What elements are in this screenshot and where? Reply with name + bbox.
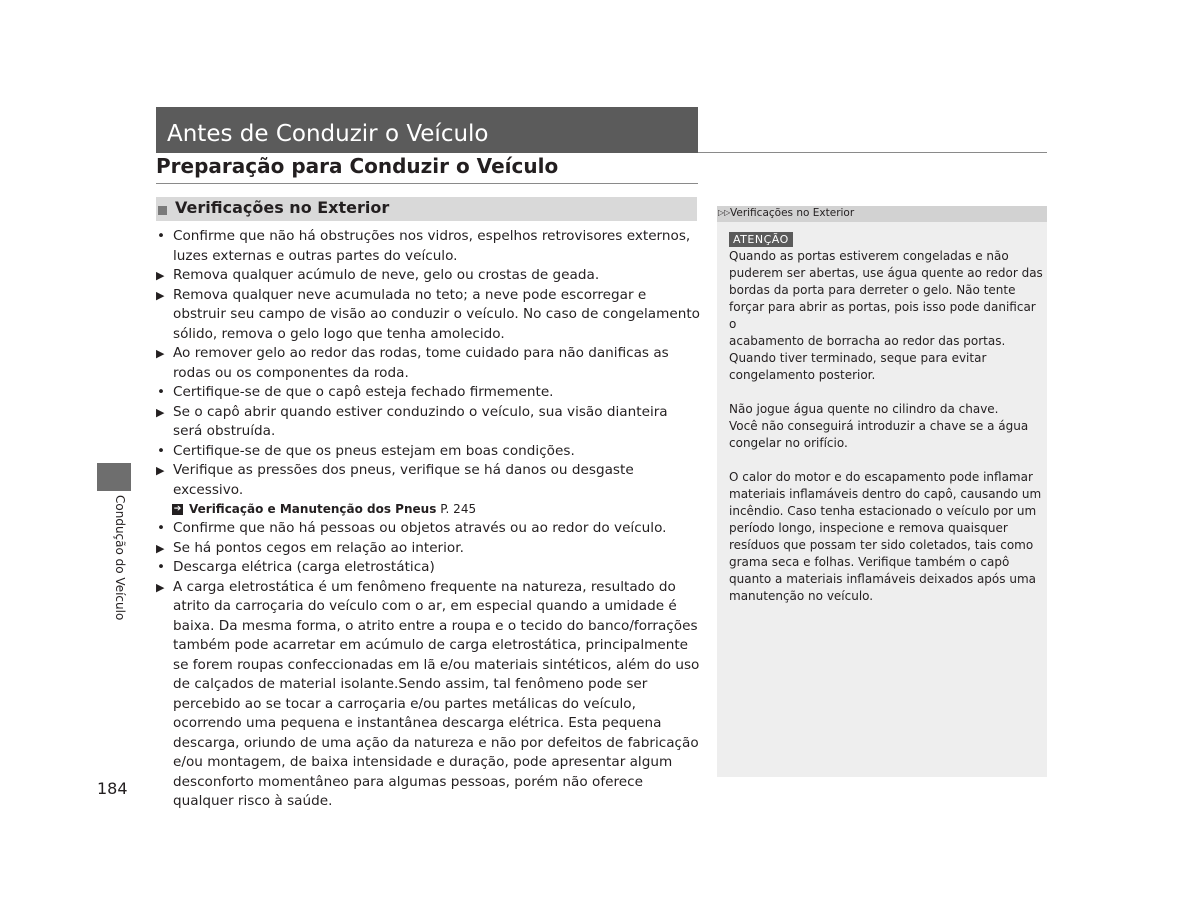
subsection-title: Verificações no Exterior [175,198,390,217]
sub-item [156,266,701,286]
notes-sidebar [717,206,1047,777]
arrow-icon: ▶ [156,269,165,282]
main-body [156,227,701,812]
sidebar-paragraph: Não jogue água quente no cilindro da chave. Você não conseguirá introduzir a chave se a água congelar no orifício. [729,402,1029,450]
arrow-icon: ▶ [156,405,165,419]
bullet-text: Confirme que não há obstruções nos vidros, espelhos retrovisores externos, luzes externas e outras partes do veículo. [173,228,691,264]
sub-item-text: Verifique as pressões dos pneus, verifique se há danos ou desgaste excessivo. [173,462,634,498]
sub-item [156,539,701,559]
list-item [156,383,701,403]
sub-item [156,344,701,383]
bullet-text: Descarga elétrica (carga eletrostática) [173,559,435,575]
sidebar-notes [729,248,1043,622]
sub-item-text: Se o capô abrir quando estiver conduzindo o veículo, sua visão dianteira será obstruída. [173,403,668,439]
list-item [156,558,701,578]
double-arrow-icon: ▷▷ [718,208,731,217]
bullet-text: Confirme que não há pessoas ou objetos através ou ao redor do veículo. [173,520,667,536]
sub-item [156,286,701,345]
sub-item-text: A carga eletrostática é um fenômeno frequente na natureza, resultado do atrito da carroçaria do veículo com o ar, em especial quando a umidade é baixa. Da mesma forma, o atrito entre a roupa e o tecido do banco/forrações também pode acarretar em acúmulo de carga eletrostática, principalmente se forem roupas confeccionadas em lã e/ou materiais sintéticos, além do uso de calçados de material isolante.Sendo assim, tal fenômeno pode ser percebido ao se tocar a carroçaria e/ou partes metálicas do veículo, ocorrendo uma pequena e instantânea descarga elétrica. Esta pequena descarga, oriundo de uma ação da natureza e não por defeitos de fabricação e/ou montagem, de baixa intensidade e duração, pode apresentar algum desconforto momentâneo para algumas pessoas, porém não oferece qualquer risco à saúde. [173,578,700,809]
cross-reference-link[interactable] [156,500,701,519]
bullet-text: Certifique-se de que o capô esteja fechado firmemente. [173,384,554,400]
sub-item-text: Ao remover gelo ao redor das rodas, tome cuidado para não danificas as rodas ou os componentes da roda. [173,345,669,381]
sub-item [156,461,701,500]
sub-item-text: Remova qualquer acúmulo de neve, gelo ou crostas de geada. [173,267,600,283]
sidebar-header [717,206,1047,222]
bullet-icon: • [157,384,166,400]
chapter-divider [698,152,1047,153]
list-item [156,442,701,462]
sub-item [156,403,701,442]
section-title: Preparação para Conduzir o Veículo [156,154,559,178]
bullet-text: Certifique-se de que os pneus estejam em boas condições. [173,442,575,459]
chapter-header [156,107,698,153]
bullet-icon: • [157,559,166,575]
chapter-tab [97,463,131,491]
arrow-icon: ▶ [156,580,165,594]
section-divider [156,183,698,184]
bullet-icon: • [157,520,166,536]
square-icon [158,206,167,215]
sub-item-text: Se há pontos cegos em relação ao interior. [173,539,464,556]
arrow-icon: ▶ [156,464,165,477]
cross-reference-label: Verificação e Manutenção dos Pneus [189,502,437,516]
sidebar-paragraph: Quando as portas estiverem congeladas e não puderem ser abertas, use água quente ao redor das bordas da porta para derreter o gelo. Não tente forçar para abrir as portas, pois isso pode danificar o acabamento de borracha ao redor das portas. Quando tiver terminado, seque para evitar congelamento posterior. [729,249,1043,382]
cross-reference-page: P. 245 [440,502,477,516]
chapter-side-label: Condução do Veículo [113,495,127,621]
arrow-right-icon: ➔ [173,504,182,514]
chapter-title: Antes de Conduzir o Veículo [167,121,489,147]
sidebar-header-text: Verificações no Exterior [730,207,855,219]
sub-item-text: Remova qualquer neve acumulada no teto; a neve pode escorregar e obstruir seu campo de visão ao conduzir o veículo. No caso de congelamento sólido, remova o gelo logo que tenha amolecido. [173,286,700,342]
bullet-icon: • [157,228,166,244]
bullet-icon: • [157,442,166,459]
arrow-icon: ▶ [156,347,165,360]
list-item [156,227,701,266]
arrow-icon: ▶ [156,288,165,302]
subsection-header [156,197,697,221]
sub-item [156,578,701,812]
arrow-icon: ▶ [156,541,165,555]
sidebar-paragraph: O calor do motor e do escapamento pode inflamar materiais inflamáveis dentro do capô, causando um incêndio. Caso tenha estacionado o veículo por um período longo, inspecione e remova quaisquer resíduos que possam ter sido coletados, tais como grama seca e folhas. Verifique também o capô quanto a materiais inflamáveis deixados após uma manutenção no veículo. [729,470,1042,603]
page-number: 184 [97,779,128,798]
list-item [156,519,701,539]
warning-badge: ATENÇÃO [729,232,793,247]
